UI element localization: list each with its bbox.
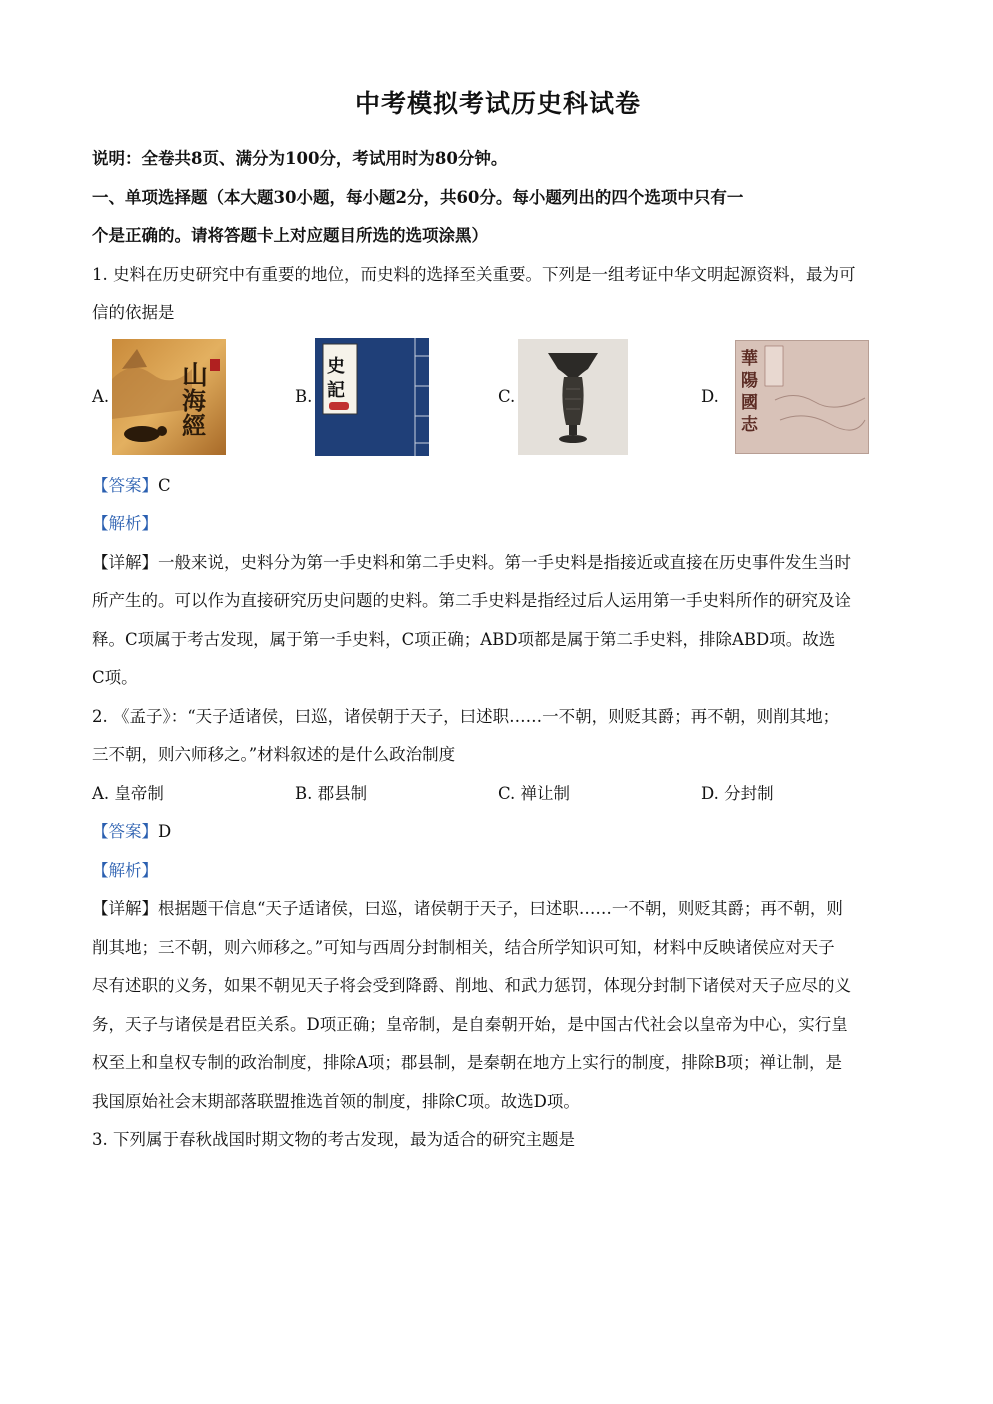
page-title: 中考模拟考试历史科试卷 <box>354 89 641 118</box>
answer-tag: 【答案】 <box>92 822 158 841</box>
svg-text:志: 志 <box>741 414 758 435</box>
q2-stem-line-2: 三不朝，则六师移之。”材料叙述的是什么政治制度 <box>92 745 456 764</box>
q1-image-options <box>92 337 904 457</box>
section-heading-line-2: 个是正确的。请将答题卡上对应题目所选的选项涂黑） <box>92 226 488 245</box>
q2-detail-line-3: 尽有述职的义务，如果不朝见天子将会受到降爵、削地、和武力惩罚，体现分封制下诸侯对天子应尽的义 <box>92 976 851 995</box>
q1-stem-line-2: 信的依据是 <box>92 303 175 322</box>
detail-tag: 【详解】 <box>92 899 158 918</box>
answer-tag: 【答案】 <box>92 475 158 495</box>
black-pottery-cup-image <box>518 339 628 455</box>
q2-answer <box>92 813 904 852</box>
section-heading-line-1: 一、单项选择题（本大题30小题，每小题2分，共60分。每小题列出的四个选项中只有一 <box>92 187 744 207</box>
shanhaijing-book-image <box>112 339 226 455</box>
option-label: B. <box>295 387 313 406</box>
q2-detail-line-6: 我国原始社会末期部落联盟推选首领的制度，排除C项。故选D项。 <box>92 1091 580 1111</box>
answer-value: D <box>158 822 172 841</box>
q1-detail-line-4: C项。 <box>92 668 138 687</box>
q1-detail-line-2: 所产生的。可以作为直接研究历史问题的史料。第二手史料是指经过后人运用第一手史料所作的研究及诠 <box>92 591 851 610</box>
option-label: C. <box>498 387 516 406</box>
detail-text: 一般来说，史料分为第一手史料和第二手史料。第一手史料是指接近或直接在历史事件发生当时 <box>158 552 851 572</box>
exam-note: 说明：全卷共8页、满分为100分，考试用时为80分钟。 <box>92 149 508 168</box>
q2-detail-line-1 <box>92 890 904 929</box>
q1-answer <box>92 467 904 506</box>
detail-text: 根据题干信息“天子适诸侯，曰巡，诸侯朝于天子，曰述职……一不朝，则贬其爵；再不朝，则 <box>158 899 843 918</box>
detail-tag: 【详解】 <box>92 552 158 572</box>
exam-page <box>92 84 904 1160</box>
q2-analysis-tag: 【解析】 <box>92 860 158 880</box>
svg-text:海: 海 <box>182 385 206 415</box>
q1-detail-line-1 <box>92 544 904 583</box>
q2-detail-line-2: 削其地；三不朝，则六师移之。”可知与西周分封制相关，结合所学知识可知，材料中反映诸侯应对天子 <box>92 937 835 957</box>
q1-option-b <box>295 338 498 456</box>
svg-text:華: 華 <box>741 348 758 369</box>
q1-option-d <box>701 340 904 454</box>
q3-stem-line-1: 3. 下列属于春秋战国时期文物的考古发现，最为适合的研究主题是 <box>92 1130 575 1149</box>
q2-option-a: A. 皇帝制 <box>92 783 164 803</box>
answer-value: C <box>158 475 171 495</box>
q2-detail-line-4: 务，天子与诸侯是君臣关系。D项正确；皇帝制，是自秦朝开始，是中国古代社会以皇帝为中心，实行皇 <box>92 1014 848 1034</box>
q1-option-c <box>498 339 701 455</box>
huayangguozhi-book-image <box>735 340 869 454</box>
q1-stem-line-1: 1. 史料在历史研究中有重要的地位，而史料的选择至关重要。下列是一组考证中华文明起源资料，最为可 <box>92 264 856 284</box>
svg-text:山: 山 <box>182 360 209 391</box>
q2-option-c: C. 禅让制 <box>498 783 571 803</box>
svg-text:陽: 陽 <box>741 370 758 391</box>
svg-text:經: 經 <box>182 410 206 440</box>
q2-option-b: B. 郡县制 <box>295 783 368 803</box>
svg-text:史: 史 <box>327 355 345 377</box>
q2-stem-line-1: 2. 《孟子》：“天子适诸侯，曰巡，诸侯朝于天子，曰述职……一不朝，则贬其爵；再不朝，则削其地； <box>92 706 840 726</box>
option-label: D. <box>701 387 719 406</box>
q2-options <box>92 775 904 814</box>
q1-option-a <box>92 339 295 455</box>
svg-text:國: 國 <box>741 392 758 413</box>
option-label: A. <box>92 387 110 406</box>
q1-detail-line-3: 释。C项属于考古发现，属于第一手史料，C项正确；ABD项都是属于第二手史料，排除ABD项。故选 <box>92 629 836 649</box>
q2-detail-line-5: 权至上和皇权专制的政治制度，排除A项；郡县制，是秦朝在地方上实行的制度，排除B项；禅让制，是 <box>92 1053 843 1072</box>
svg-text:記: 記 <box>327 379 345 401</box>
shiji-book-image <box>315 338 429 456</box>
q2-option-d: D. 分封制 <box>701 783 774 803</box>
q1-analysis-tag: 【解析】 <box>92 514 158 533</box>
